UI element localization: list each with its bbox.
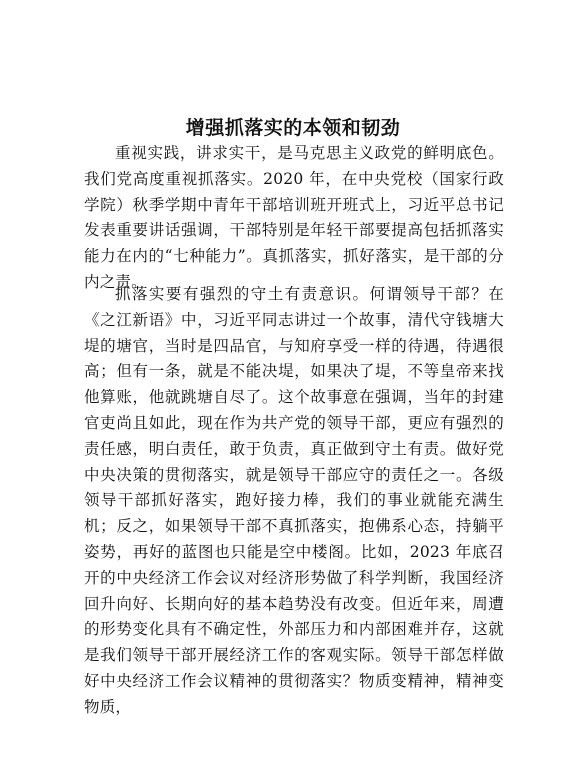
paragraph-1: 重视实践，讲求实干，是马克思主义政党的鲜明底色。我们党高度重视抓落实。2020 年，在中央党校（国家行政学院）秋季学期中青年干部培训班开班式上，习近平总书记发表重要讲话强调，干部特别是年轻干部要提高包括抓落实能力在内的“七种能力”。真抓落实，抓好落实，是干部的分内之责。 [84, 144, 504, 291]
paragraph-2: 抓落实要有强烈的守土有责意识。何谓领导干部？在《之江新语》中，习近平同志讲过一个故事，清代守钱塘大堤的塘官，当时是四品官，与知府享受一样的待遇，待遇很高；但有一条，就是不能决堤，如果决了堤，不等皇帝来找他算账，他就跳塘自尽了。这个故事意在强调，当年的封建官吏尚且如此，现在作为共产党的领导干部，更应有强烈的责任感，明白责任，敢于负责，真正做到守土有责。做好党中央决策的贯彻落实，就是领导干部应守的责任之一。各级领导干部抓好落实，跑好接力棒，我们的事业就能充满生机；反之，如果领导干部不真抓落实，抱佛系心态，持躺平姿势，再好的蓝图也只能是空中楼阁。比如，2023 年底召开的中央经济工作会议对经济形势做了科学判断，我国经济回升向好、长期向好的基本趋势没有改变。但近年来，周遭的形势变化具有不确定性，外部压力和内部困难并存，这就是我们领导干部开展经济工作的客观实际。领导干部怎样做好中央经济工作会议精神的贯彻落实？物质变精神，精神变物质， [84, 285, 504, 716]
document-title: 增强抓落实的本领和韧劲 [185, 116, 401, 139]
